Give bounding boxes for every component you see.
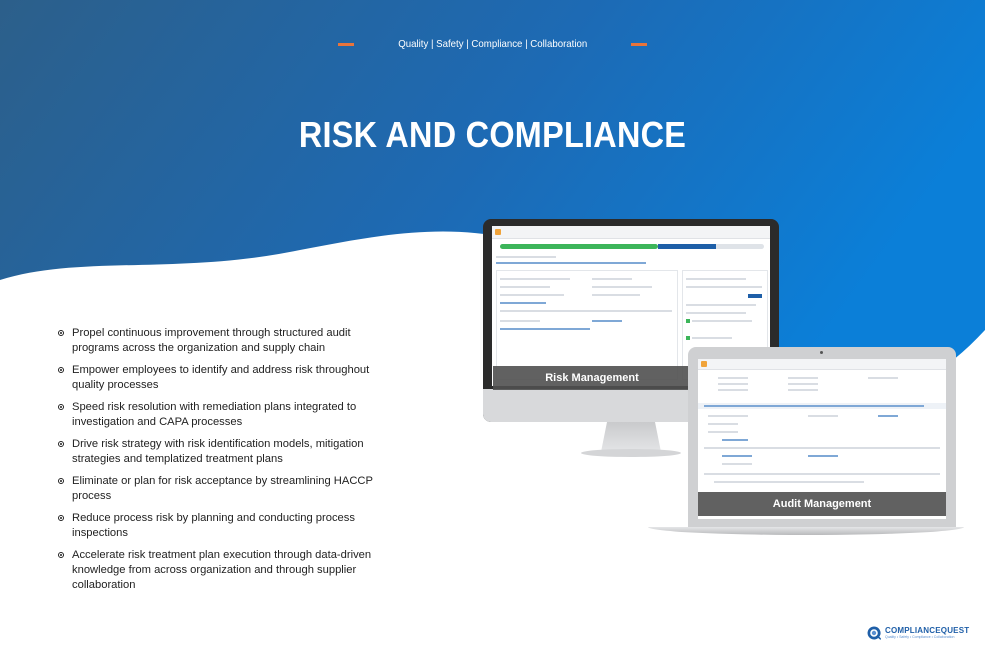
compliancequest-logo [866,625,969,641]
feature-item: Propel continuous improvement through structured audit programs across the organization and supply chain [58,326,398,356]
q-logo-icon [866,625,882,641]
tagline-dash-left [338,43,354,46]
laptop-caption: Audit Management [698,492,946,516]
feature-item: Empower employees to identify and address risk throughout quality processes [58,363,398,393]
bullet-icon [58,478,64,484]
logo-name: COMPLIANCEQUEST [885,626,970,635]
bullet-icon [58,404,64,410]
feature-item: Eliminate or plan for risk acceptance by streamlining HACCP process [58,474,398,504]
feature-item: Accelerate risk treatment plan execution through data-driven knowledge from across organization and through supplier collaboration [58,548,398,593]
bullet-icon [58,367,64,373]
logo-subtitle: Quality • Safety • Compliance • Collaboration [885,635,955,639]
camera-icon [820,351,823,354]
page-title: RISK AND COMPLIANCE [298,114,687,155]
laptop-mockup [648,347,964,537]
tagline-text: Quality | Safety | Compliance | Collaboration [397,38,588,50]
bullet-icon [58,441,64,447]
feature-item: Speed risk resolution with remediation plans integrated to investigation and CAPA processes [58,400,398,430]
laptop-base [648,527,964,535]
feature-item: Drive risk strategy with risk identification models, mitigation strategies and templatized treatment plans [58,437,398,467]
tagline [0,38,985,50]
bullet-icon [58,515,64,521]
feature-list [58,326,398,600]
tagline-dash-right [631,43,647,46]
feature-item: Reduce process risk by planning and conducting process inspections [58,511,398,541]
bullet-icon [58,552,64,558]
monitor-caption: Risk Management [493,366,691,390]
bullet-icon [58,330,64,336]
